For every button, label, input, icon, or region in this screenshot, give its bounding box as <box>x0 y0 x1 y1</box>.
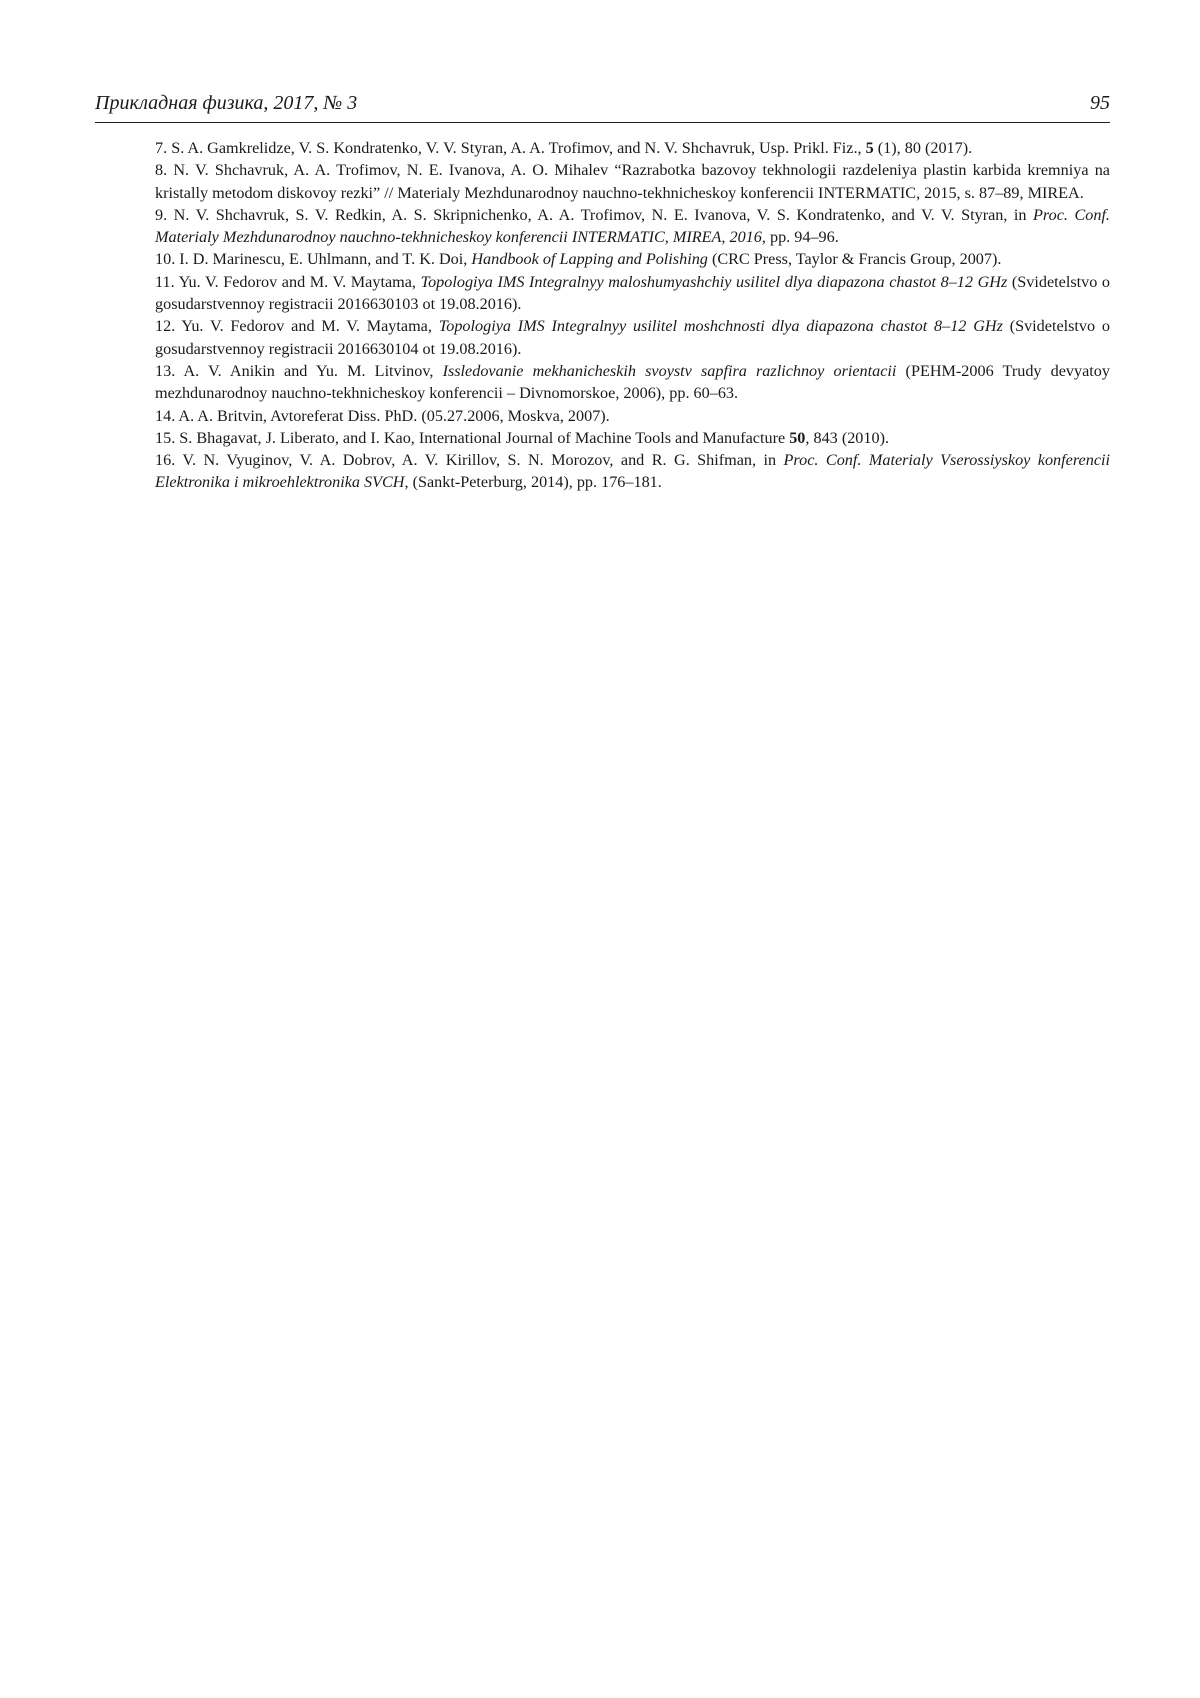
reference-text: 16. V. N. Vyuginov, V. A. Dobrov, A. V. Kirillov, S. N. Morozov, and R. G. Shifman, in <box>155 451 784 470</box>
reference-text: (CRC Press, Taylor & Francis Group, 2007). <box>707 250 1002 269</box>
reference-text: 11. Yu. V. Fedorov and M. V. Maytama, <box>155 272 421 291</box>
reference-text: 13. A. V. Anikin and Yu. M. Litvinov, <box>155 361 443 380</box>
reference-text: , pp. 94–96. <box>761 228 839 247</box>
reference-15 <box>155 427 1110 449</box>
reference-text: (Svidetelstvo o gosudarstvennoy registracii 2016630103 ot 19.08.2016). <box>155 272 1110 314</box>
reference-13 <box>155 360 1110 405</box>
reference-12 <box>155 315 1110 360</box>
reference-source-title: Issledovanie mekhanicheskih svoystv sapfira razlichnoy orientacii <box>442 361 897 380</box>
reference-text: (Sankt-Peterburg, 2014), pp. 176–181. <box>408 473 662 492</box>
reference-text: , 843 (2010). <box>805 428 890 447</box>
reference-source-title: Topologiya IMS Integralnyy usilitel moshchnosti dlya diapazona chastot 8–12 GHz <box>438 317 1003 336</box>
reference-volume: 50 <box>789 428 806 447</box>
reference-text: 8. N. V. Shchavruk, A. A. Trofimov, N. E. Ivanova, A. O. Mihalev “Razrabotka bazovoy tekhnologii razdeleniya plastin karbida kremniya na kristally metodom diskovoy rezki” // Materialy Mezhdunarodnoy nauchno-tekhnicheskoy konferencii INTERMATIC, 2015, s. 87–89, MIREA. <box>155 161 1110 202</box>
reference-text: (1), 80 (2017). <box>873 139 973 157</box>
reference-source-title: Topologiya IMS Integralnyy maloshumyashchiy usilitel dlya diapazona chastot 8–12 GHz <box>420 272 1008 291</box>
reference-text: (Svidetelstvo o gosudarstvennoy registracii 2016630104 ot 19.08.2016). <box>155 317 1111 358</box>
reference-7 <box>155 137 1110 159</box>
reference-9 <box>155 204 1110 249</box>
reference-text: 7. S. A. Gamkrelidze, V. S. Kondratenko, V. V. Styran, A. A. Trofimov, and N. V. Shchavruk, Usp. Prikl. Fiz., <box>155 139 866 157</box>
reference-16 <box>155 449 1110 494</box>
reference-text: (PEHM-2006 Trudy devyatoy mezhdunarodnoy nauchno-tekhnicheskoy konferencii – Divnomorskoe, 2006), pp. 60–63. <box>155 361 1110 403</box>
reference-volume: 5 <box>865 139 874 157</box>
reference-text: 15. S. Bhagavat, J. Liberato, and I. Kao, International Journal of Machine Tools and Manufacture <box>155 428 790 447</box>
reference-source-title: Proc. Conf. Materialy Mezhdunarodnoy nauchno-tekhnicheskoy konferencii INTERMATIC, MIREA, 2016 <box>155 205 1110 247</box>
reference-14 <box>155 405 1110 427</box>
reference-10 <box>155 248 1110 270</box>
reference-8 <box>155 159 1110 204</box>
reference-list <box>155 137 1110 494</box>
reference-source-title: Handbook of Lapping and Polishing <box>471 250 708 269</box>
reference-text: 9. N. V. Shchavruk, S. V. Redkin, A. S. Skripnichenko, A. A. Trofimov, N. E. Ivanova, V. S. Kondratenko, and V. V. Styran, in <box>155 205 1034 224</box>
reference-text: 10. I. D. Marinescu, E. Uhlmann, and T. K. Doi, <box>155 250 472 269</box>
reference-text: 14. A. A. Britvin, Avtoreferat Diss. PhD. (05.27.2006, Moskva, 2007). <box>155 406 610 425</box>
journal-title: Прикладная физика, 2017, № 3 <box>95 92 358 114</box>
reference-text: 12. Yu. V. Fedorov and M. V. Maytama, <box>155 317 439 336</box>
page-number: 95 <box>1090 92 1110 114</box>
reference-source-title: Proc. Conf. Materialy Vserossiyskoy konferencii Elektronika i mikroehlektronika SVCH, <box>155 451 1110 492</box>
running-header <box>95 90 1110 123</box>
reference-11 <box>155 271 1110 316</box>
